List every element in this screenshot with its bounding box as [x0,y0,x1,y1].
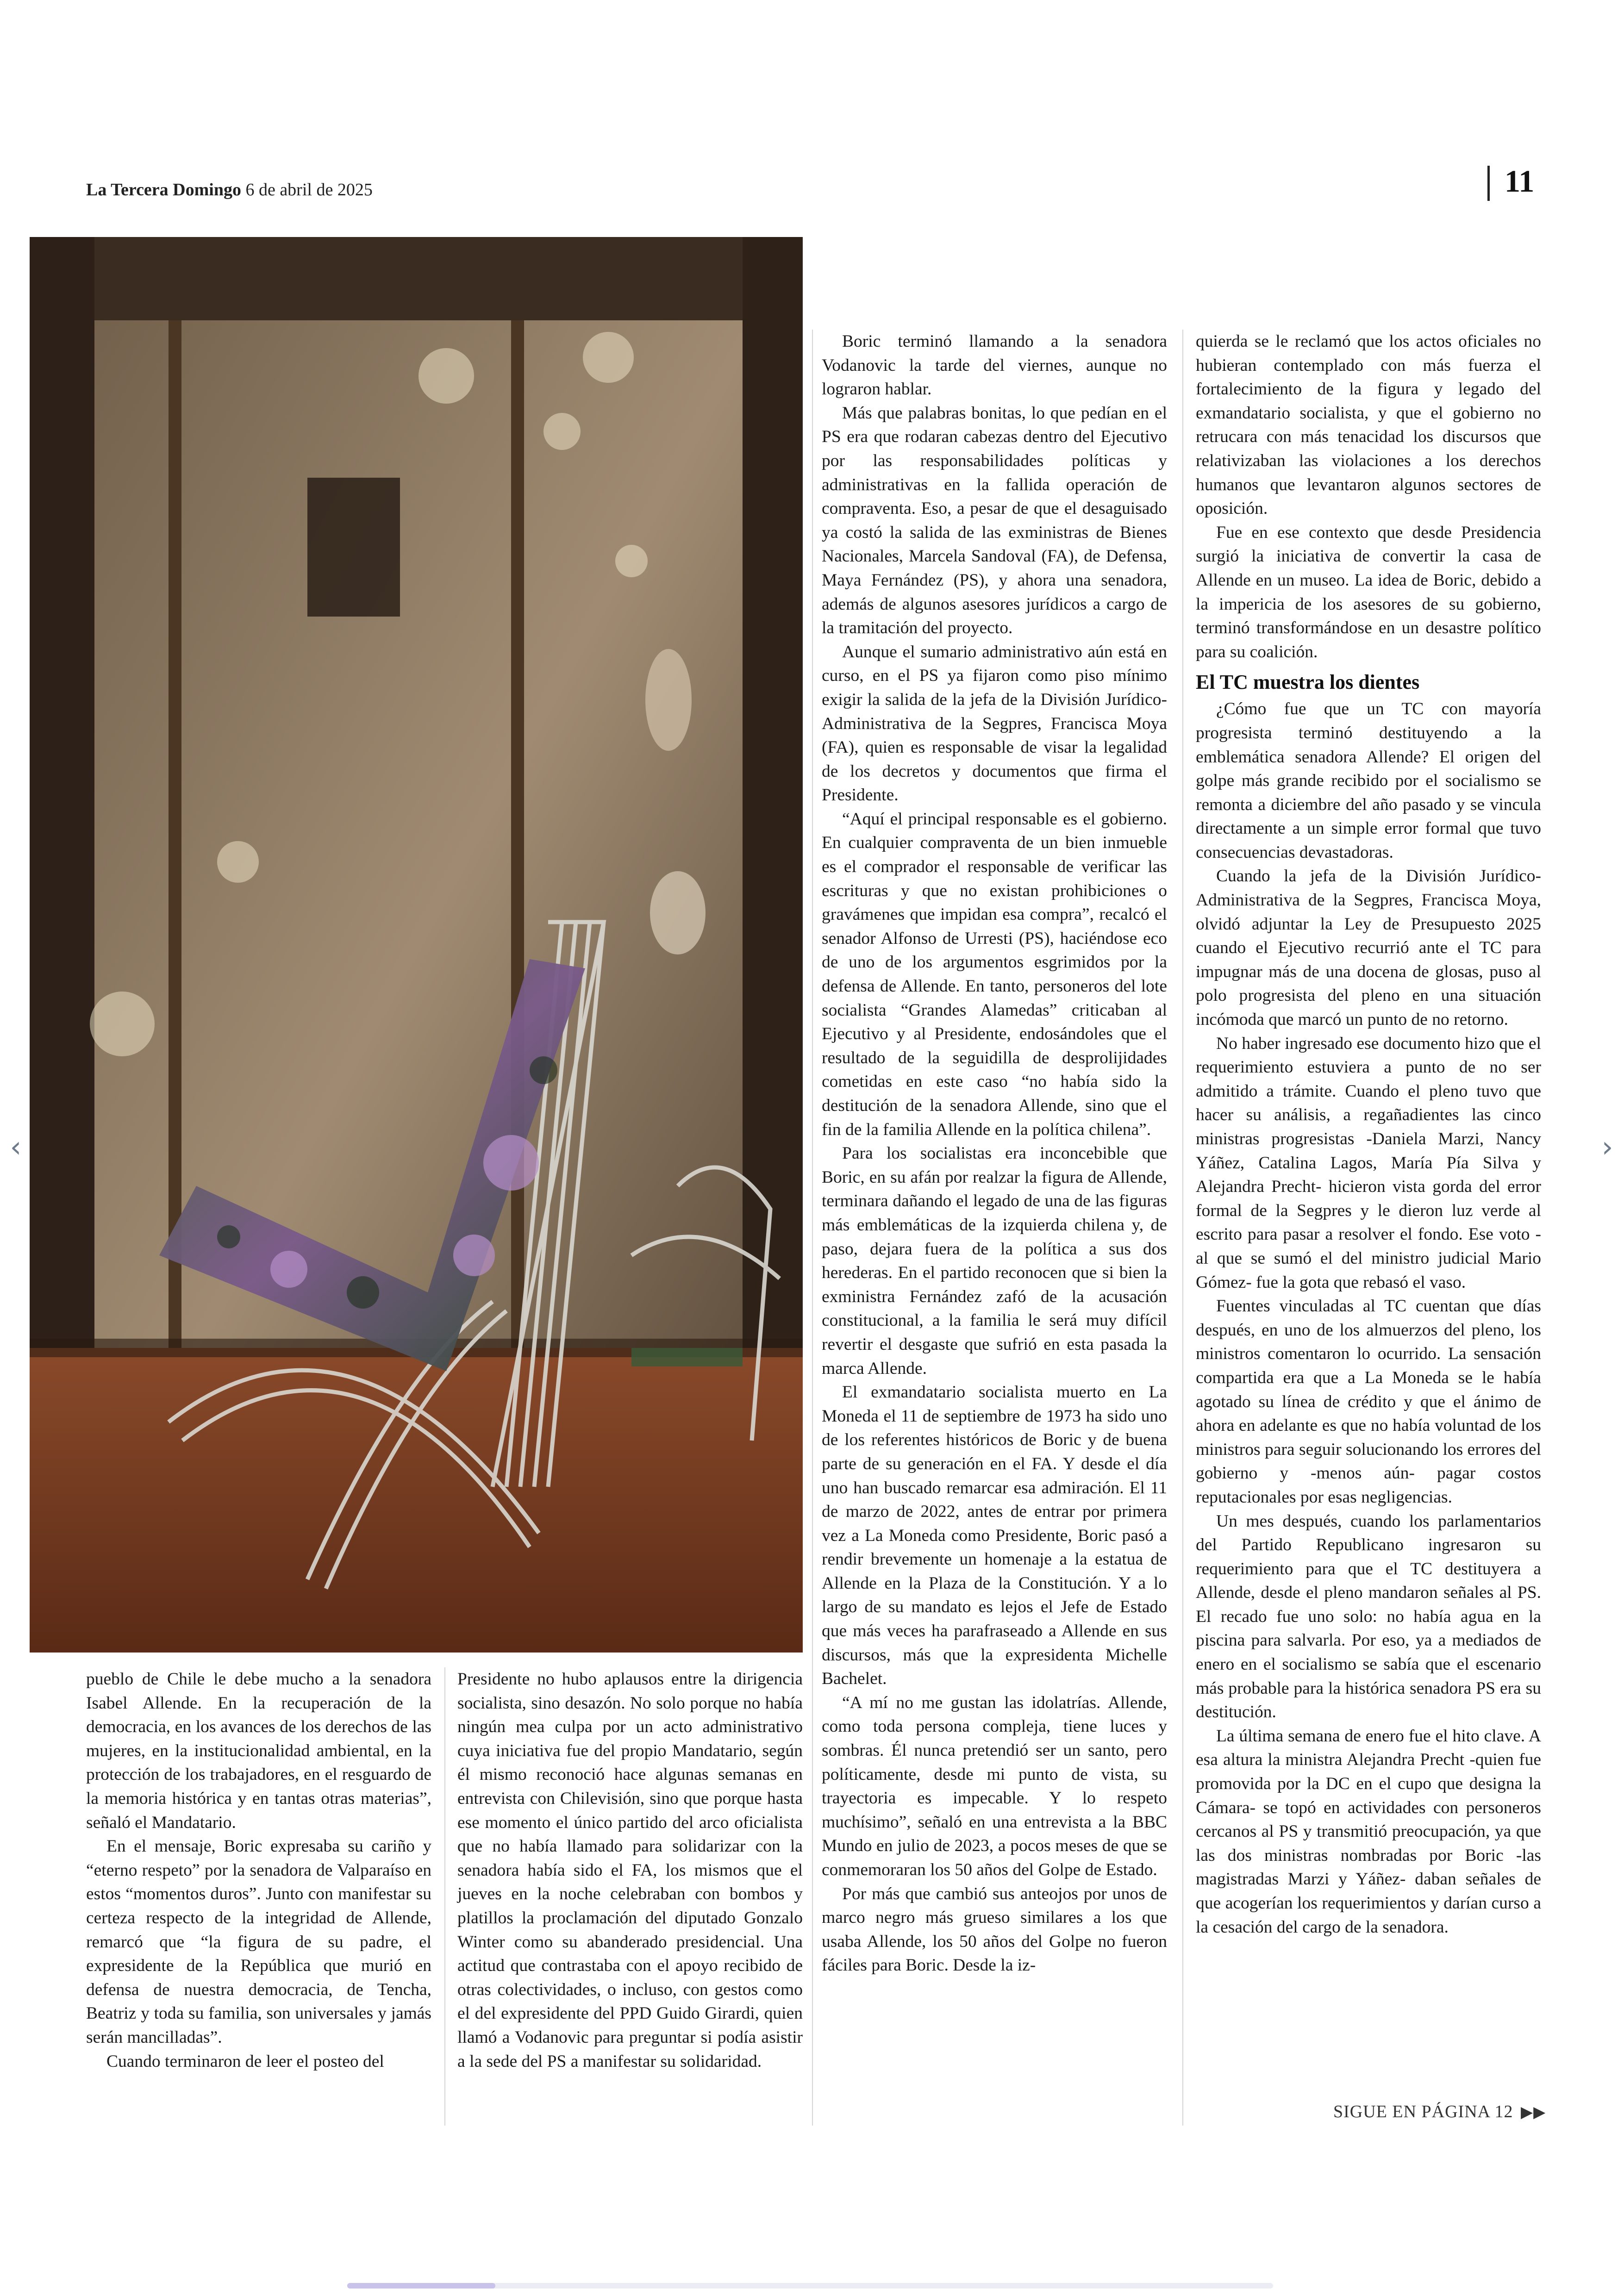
page-number: 11 [1505,163,1535,199]
paragraph: quierda se le reclamó que los actos oficiales no hubieran contemplado con más fuerza el fortalecimiento de la figura y legado del exmandatario socialista, y que el gobierno no retrucara con más tenacidad los discursos que relativizaban las violaciones a los derechos humanos que levantaron algunos sectores de oposición. [1196,332,1541,518]
paragraph: Boric terminó llamando a la senadora Vodanovic la tarde del viernes, aunque no lograron hablar. [822,332,1167,399]
paragraph: Fuentes vinculadas al TC cuentan que días después, en uno de los almuerzos del pleno, los ministros comentaron lo ocurrido. La sensación compartida era que a La Moneda se le había agotado su línea de crédito y que el ánimo de ahora en adelante es que no había voluntad de los ministros para seguir solucionando los errores del gobierno y -menos aún- pagar costos reputacionales por esas negligencias. [1196,1297,1541,1507]
double-arrow-icon: ▶▶ [1521,2104,1546,2121]
publication-name: La Tercera Domingo [86,180,241,200]
paragraph: “A mí no me gustan las idolatrías. Allende, como toda persona compleja, tiene luces y sombras. Él nunca pretendió ser un santo, pero políticamente, desde mi punto de vista, su trayectoria es impecable. Y lo respeto muchísimo”, señaló en una entrevista a la BBC Mundo en julio de 2023, a pocos meses de que se conmemoraran los 50 años del Golpe de Estado. [822,1693,1167,1879]
paragraph: Aunque el sumario administrativo aún está en curso, en el PS ya fijaron como piso mínimo exigir la salida de la jefa de la División Jurídico-Administrativa de la Segpres, Francisca Moya (FA), quien es responsable de visar la legalidad de los decretos y documentos que firma el Presidente. [822,642,1167,805]
section-heading: El TC muestra los dientes [1196,671,1420,694]
column-rule [1182,330,1183,2126]
page-number-divider [1487,166,1490,201]
column-rule [812,330,813,2126]
paragraph: ¿Cómo fue que un TC con mayoría progresista terminó destituyendo a la emblemática senadora Allende? El origen del golpe más grande recibido por el socialismo se remonta a diciembre del año pasado y se vincula directamente a un simple error formal que tuvo consecuencias devastadoras. [1196,699,1541,862]
continue-on-page [1333,2102,1546,2122]
page-header [86,180,373,200]
article-column-2 [457,1667,803,2073]
paragraph: Fue en ese contexto que desde Presidencia surgió la iniciativa de convertir la casa de Allende en un museo. La idea de Boric, debido a la impericia de los asesores de su gobierno, terminó transformándose en un desastre político para su coalición. [1196,523,1541,661]
paragraph: En el mensaje, Boric expresaba su cariño y “eterno respeto” por la senadora de Valparaíso en estos “momentos duros”. Junto con manifestar su certeza respecto de la integridad de Allende, remarcó que “la figura de su padre, el expresidente de la República que murió en defensa de nuestra democracia, de Tencha, Beatriz y toda su familia, son universales y jamás serán mancilladas”. [86,1837,431,2047]
continue-label: SIGUE EN PÁGINA 12 [1333,2102,1513,2121]
article-column-3 [822,330,1167,1977]
paragraph: pueblo de Chile le debe mucho a la senadora Isabel Allende. En la recuperación de la democracia, en los avances de los derechos de las mujeres, en la institucionalidad ambiental, en la protección de los trabajadores, en el resguardo de la memoria histórica y en tantas otras materias”, señaló el Mandatario. [86,1670,431,1832]
next-page-chevron-icon[interactable]: › [1601,1130,1613,1164]
article-column-4 [1196,330,1541,1939]
paragraph: El exmandatario socialista muerto en La Moneda el 11 de septiembre de 1973 ha sido uno de los referentes históricos de Boric y de buena parte de su generación en el FA. Y desde el día uno han buscado remarcar esa admiración. El 11 de marzo de 2022, antes de entrar por primera vez a La Moneda como Presidente, Boric pasó a rendir brevemente un homenaje a la estatua de Allende en la Plaza de la Constitución. Y a lo largo de su mandato es lejos el Jefe de Estado que más veces ha parafraseado a Allende en sus discursos, más que la expresidenta Michelle Bachelet. [822,1383,1167,1689]
publication-date: 6 de abril de 2025 [245,180,373,200]
paragraph: No haber ingresado ese documento hizo que el requerimiento estuviera a punto de no ser admitido a trámite. Cuando el pleno tuvo que hacer su análisis, a regañadientes las cinco ministras progresistas -Daniela Marzi, Nancy Yáñez, Catalina Lagos, María Pía Silva y Alejandra Precht- hicieron vista gorda del error formal de la Segpres y le dieron luz verde al escrito para pasar a resolver el fondo. Ese voto -al que se sumó el del ministro judicial Mario Gómez- fue la gota que rebasó el vaso. [1196,1034,1541,1292]
horizontal-scrollbar[interactable] [347,2283,1273,2289]
paragraph: Por más que cambió sus anteojos por unos de marco negro más grueso similares a los que usaba Allende, los 50 años del Golpe no fueron fáciles para Boric. Desde la iz- [822,1884,1167,1975]
paragraph: “Aquí el principal responsable es el gobierno. En cualquier compraventa de un bien inmueble es el comprador el responsable de verificar las escrituras y que no existan prohibiciones o gravámenes que impidan esa compra”, recalcó el senador Alfonso de Urresti (PS), haciéndose eco de uno de los argumentos esgrimidos por la defensa de Allende. En tanto, personeros del lote socialista “Grandes Alamedas” criticaban al Ejecutivo y al Presidente, endosándoles que el resultado de la seguidilla de desprolijidades cometidas en este caso “no había sido la destitución de la senadora Allende, sino que el fin de la familia Allende en la política chilena”. [822,809,1167,1139]
paragraph: La última semana de enero fue el hito clave. A esa altura la ministra Alejandra Precht -quien fue promovida por la DC en el cupo que designa la Cámara- se topó en actividades con personeros cercanos al PS y transmitió preocupación, ya que las dos ministras nombradas por Boric -las magistradas Marzi y Yáñez- daban señales de que acogerían los requerimientos y darían curso a la cesación del cargo de la senadora. [1196,1726,1541,1937]
scrollbar-thumb[interactable] [347,2283,495,2289]
chair-photo [30,237,803,1653]
paragraph: Cuando la jefa de la División Jurídico-Administrativa de la Segpres, Francisca Moya, olvidó adjuntar la Ley de Presupuesto 2025 cuando el Ejecutivo recurrió ante el TC para impugnar más de una docena de glosas, puso al polo progresista del pleno en una situación incómoda que marcó un punto de no retorno. [1196,867,1541,1029]
paragraph: Cuando terminaron de leer el posteo del [106,2052,384,2071]
paragraph: Más que palabras bonitas, lo que pedían en el PS era que rodaran cabezas dentro del Ejecutivo por las responsabilidades políticas y administrativas en la fallida operación de compraventa. Eso, a pesar de que el desaguisado ya costó la salida de las exministras de Bienes Nacionales, Marcela Sandoval (FA), de Defensa, Maya Fernández (PS), y ahora una senadora, además de algunos asesores jurídicos a cargo de la tramitación del proyecto. [822,403,1167,638]
previous-page-chevron-icon[interactable]: ‹ [10,1130,22,1164]
paragraph: Para los socialistas era inconcebible que Boric, en su afán por realzar la figura de Allende, terminara dañando el legado de una de las figuras más emblemáticas de la izquierda chilena y, de paso, dejara fuera de la política a sus dos herederas. En el partido reconocen que si bien la exministra Fernández zafó de la acusación constitucional, a la familia le será muy difícil revertir el desgaste que sufrió en esta pasada la marca Allende. [822,1144,1167,1378]
article-column-1 [86,1667,431,2073]
paragraph: Presidente no hubo aplausos entre la dirigencia socialista, sino desazón. No solo porque no había ningún mea culpa por un acto administrativo cuya iniciativa fue del propio Mandatario, según él mismo reconoció hace algunas semanas en entrevista con Chilevisión, sino que porque hasta ese momento el único partido del arco oficialista que no había llamado para solidarizar con la senadora había sido el FA, los mismos que el jueves en la noche celebraban con bombos y platillos la proclamación del diputado Gonzalo Winter como su abanderado presidencial. Una actitud que contrastaba con el apoyo recibido de otras colectividades, o incluso, con gestos como el del expresidente del PPD Guido Girardi, quien llamó a Vodanovic para preguntar si podía asistir a la sede del PS a manifestar su solidaridad. [457,1670,803,2071]
paragraph: Un mes después, cuando los parlamentarios del Partido Republicano ingresaron su requerimiento para que el TC destituyera a Allende, desde el pleno mandaron señales al PS. El recado fue uno solo: no había agua en la piscina para salvarla. Por eso, ya a mediados de enero en el socialismo se sabía que el escenario más probable para la histórica senadora PS era su destitución. [1196,1511,1541,1722]
column-rule [444,1667,445,2126]
